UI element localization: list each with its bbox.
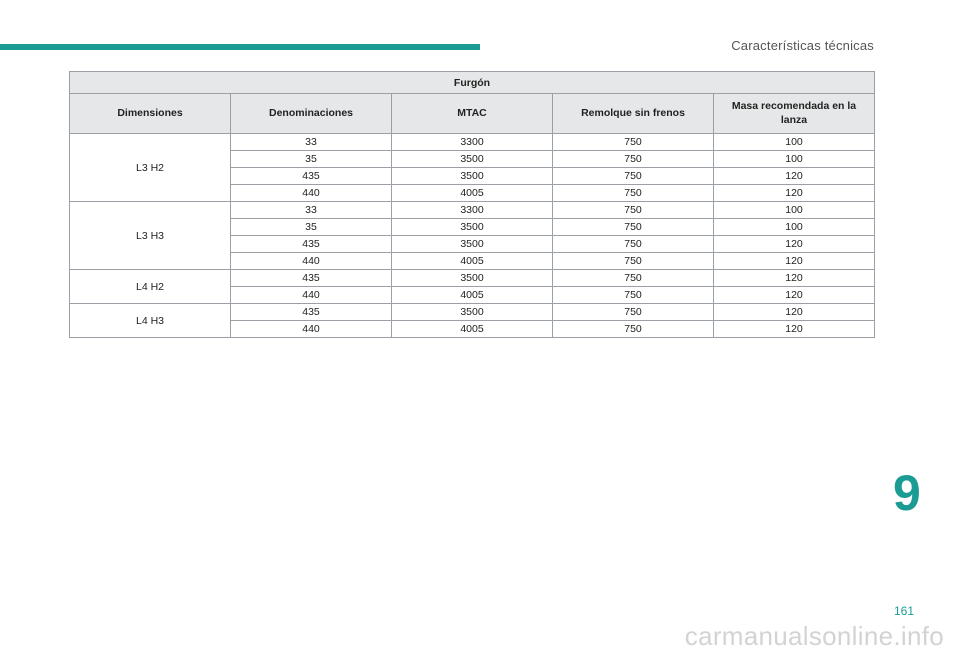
table-cell: 120 (714, 168, 875, 185)
table-cell: 120 (714, 253, 875, 270)
table-cell: 435 (231, 168, 392, 185)
table-cell: 100 (714, 219, 875, 236)
table-cell: 100 (714, 202, 875, 219)
table-body (70, 134, 875, 338)
column-header: Remolque sin frenos (553, 94, 714, 134)
table-cell: 3500 (392, 168, 553, 185)
table-cell: 750 (553, 253, 714, 270)
watermark: carmanualsonline.info (684, 621, 944, 651)
table-cell: 100 (714, 134, 875, 151)
table-cell: 750 (553, 270, 714, 287)
table-cell: 3500 (392, 151, 553, 168)
table-row (70, 134, 875, 151)
column-header: Dimensiones (70, 94, 231, 134)
table-cell: 3300 (392, 134, 553, 151)
table-cell: 750 (553, 287, 714, 304)
table-cell: 435 (231, 270, 392, 287)
table-cell: 750 (553, 219, 714, 236)
dimension-cell: L3 H2 (70, 134, 231, 202)
column-header: MTAC (392, 94, 553, 134)
table-cell: 35 (231, 151, 392, 168)
table-title: Furgón (70, 72, 875, 94)
table-cell: 750 (553, 304, 714, 321)
table-cell: 120 (714, 270, 875, 287)
table-cell: 3500 (392, 236, 553, 253)
dimension-cell: L4 H2 (70, 270, 231, 304)
table-cell: 3500 (392, 219, 553, 236)
table-cell: 4005 (392, 287, 553, 304)
table-cell: 120 (714, 236, 875, 253)
column-header: Masa recomendada en la lanza (714, 94, 875, 134)
table-row (70, 270, 875, 287)
table-cell: 33 (231, 202, 392, 219)
table-cell: 750 (553, 321, 714, 338)
chapter-number: 9 (893, 465, 921, 521)
table-cell: 750 (553, 236, 714, 253)
dimension-cell: L3 H3 (70, 202, 231, 270)
table-cell: 3500 (392, 304, 553, 321)
table-cell: 3300 (392, 202, 553, 219)
accent-bar (0, 44, 480, 50)
table-cell: 750 (553, 168, 714, 185)
table-cell: 3500 (392, 270, 553, 287)
table-cell: 120 (714, 321, 875, 338)
table-cell: 35 (231, 219, 392, 236)
section-title: Características técnicas (731, 38, 874, 53)
table-cell: 435 (231, 304, 392, 321)
table-cell: 750 (553, 202, 714, 219)
table-cell: 4005 (392, 185, 553, 202)
table-cell: 750 (553, 185, 714, 202)
table-cell: 100 (714, 151, 875, 168)
table-cell: 440 (231, 287, 392, 304)
table-cell: 4005 (392, 321, 553, 338)
table-row (70, 202, 875, 219)
table-cell: 120 (714, 185, 875, 202)
table-cell: 440 (231, 253, 392, 270)
table-cell: 435 (231, 236, 392, 253)
column-header: Denominaciones (231, 94, 392, 134)
table-cell: 750 (553, 134, 714, 151)
page-number: 161 (893, 604, 914, 618)
table-cell: 120 (714, 304, 875, 321)
table-cell: 33 (231, 134, 392, 151)
table-cell: 440 (231, 185, 392, 202)
towing-specs-table (69, 71, 875, 338)
table-cell: 750 (553, 151, 714, 168)
table-cell: 440 (231, 321, 392, 338)
dimension-cell: L4 H3 (70, 304, 231, 338)
table-row (70, 304, 875, 321)
table-cell: 4005 (392, 253, 553, 270)
table-cell: 120 (714, 287, 875, 304)
